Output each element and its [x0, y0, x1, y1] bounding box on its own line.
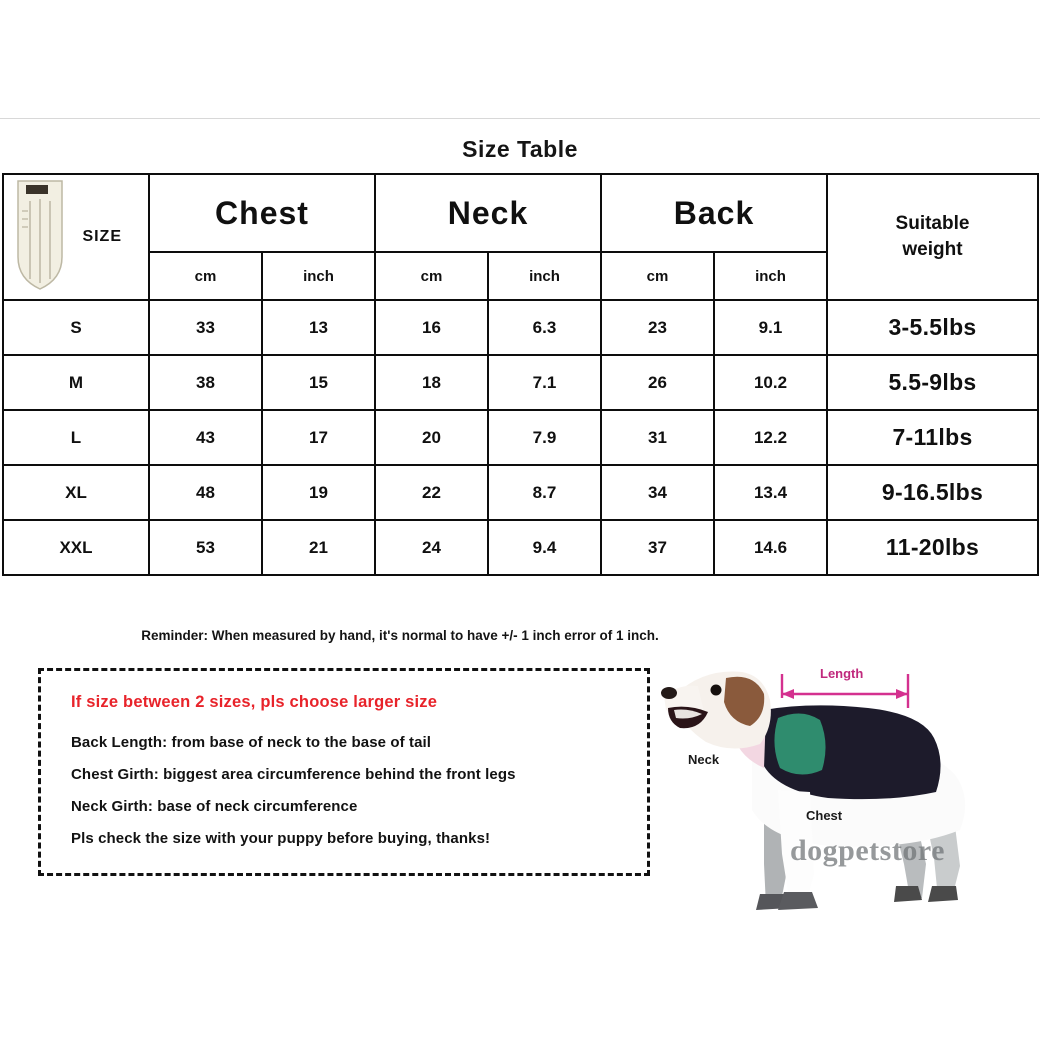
cell-neck-cm: 20: [375, 410, 488, 465]
cell-chest-cm: 43: [149, 410, 262, 465]
size-table-body: [3, 300, 1038, 575]
page-title: Size Table: [462, 136, 578, 162]
diagram-label-length: Length: [820, 666, 864, 681]
size-column-label: SIZE: [82, 228, 122, 245]
size-corner-cell: [3, 174, 149, 300]
diagram-label-chest: Chest: [806, 808, 843, 823]
arrow-head-left: [782, 689, 794, 699]
cell-size: S: [3, 300, 149, 355]
cell-back-inch: 14.6: [714, 520, 827, 575]
cell-chest-cm: 48: [149, 465, 262, 520]
cell-back-inch: 12.2: [714, 410, 827, 465]
cell-chest-cm: 33: [149, 300, 262, 355]
cell-neck-cm: 16: [375, 300, 488, 355]
table-row: [3, 465, 1038, 520]
unit-chest-cm: cm: [149, 252, 262, 300]
cell-chest-cm: 53: [149, 520, 262, 575]
cell-chest-inch: 17: [262, 410, 375, 465]
table-row: [3, 410, 1038, 465]
cell-back-inch: 9.1: [714, 300, 827, 355]
coat-patch: [774, 713, 825, 774]
cell-neck-cm: 22: [375, 465, 488, 520]
cell-back-inch: 10.2: [714, 355, 827, 410]
measuring-tape-icon: [10, 179, 70, 291]
cell-weight: 5.5-9lbs: [827, 355, 1038, 410]
cell-neck-inch: 6.3: [488, 300, 601, 355]
store-watermark: dogpetstore: [790, 834, 945, 867]
cell-weight: 7-11lbs: [827, 410, 1038, 465]
unit-neck-inch: inch: [488, 252, 601, 300]
cell-neck-inch: 8.7: [488, 465, 601, 520]
cell-back-cm: 37: [601, 520, 714, 575]
cell-weight: 3-5.5lbs: [827, 300, 1038, 355]
unit-neck-cm: cm: [375, 252, 488, 300]
cell-neck-inch: 9.4: [488, 520, 601, 575]
cell-back-cm: 31: [601, 410, 714, 465]
table-row: [3, 355, 1038, 410]
header-back: Back: [601, 174, 827, 252]
header-suitable-weight: [827, 174, 1038, 300]
cell-chest-inch: 15: [262, 355, 375, 410]
arrow-head-right: [896, 689, 908, 699]
table-row: [3, 300, 1038, 355]
note-neck-girth: Neck Girth: base of neck circumference: [71, 798, 358, 815]
header-neck: Neck: [375, 174, 601, 252]
cell-back-cm: 23: [601, 300, 714, 355]
diagram-label-neck: Neck: [688, 752, 720, 767]
cell-chest-inch: 19: [262, 465, 375, 520]
measurement-reminder: Reminder: When measured by hand, it's normal to have +/- 1 inch error of 1 inch.: [141, 628, 659, 643]
cell-size: M: [3, 355, 149, 410]
unit-back-inch: inch: [714, 252, 827, 300]
table-header-row-groups: [3, 174, 1038, 252]
header-chest: Chest: [149, 174, 375, 252]
dog-illustration: [660, 650, 1040, 950]
cell-weight: 11-20lbs: [827, 520, 1038, 575]
weight-header-line2: weight: [902, 239, 963, 260]
size-advice-highlight: If size between 2 sizes, pls choose larger size: [71, 693, 438, 711]
top-divider: [0, 118, 1040, 119]
unit-chest-inch: inch: [262, 252, 375, 300]
cell-neck-inch: 7.1: [488, 355, 601, 410]
note-back-length: Back Length: from base of neck to the base of tail: [71, 734, 432, 751]
cell-weight: 9-16.5lbs: [827, 465, 1038, 520]
cell-chest-cm: 38: [149, 355, 262, 410]
cell-size: L: [3, 410, 149, 465]
measuring-instructions-box: [38, 668, 650, 876]
note-chest-girth: Chest Girth: biggest area circumference behind the front legs: [71, 766, 516, 783]
cell-chest-inch: 13: [262, 300, 375, 355]
cell-size: XXL: [3, 520, 149, 575]
table-row: [3, 520, 1038, 575]
cell-back-cm: 34: [601, 465, 714, 520]
cell-back-cm: 26: [601, 355, 714, 410]
dog-measurement-diagram: [660, 650, 1040, 950]
size-table: [2, 173, 1039, 576]
cell-neck-inch: 7.9: [488, 410, 601, 465]
unit-back-cm: cm: [601, 252, 714, 300]
weight-header-line1: Suitable: [895, 213, 970, 235]
cell-back-inch: 13.4: [714, 465, 827, 520]
cell-neck-cm: 24: [375, 520, 488, 575]
note-check-size: Pls check the size with your puppy before buying, thanks!: [71, 830, 491, 847]
cell-neck-cm: 18: [375, 355, 488, 410]
cell-chest-inch: 21: [262, 520, 375, 575]
size-table-container: [2, 173, 1037, 576]
cell-size: XL: [3, 465, 149, 520]
